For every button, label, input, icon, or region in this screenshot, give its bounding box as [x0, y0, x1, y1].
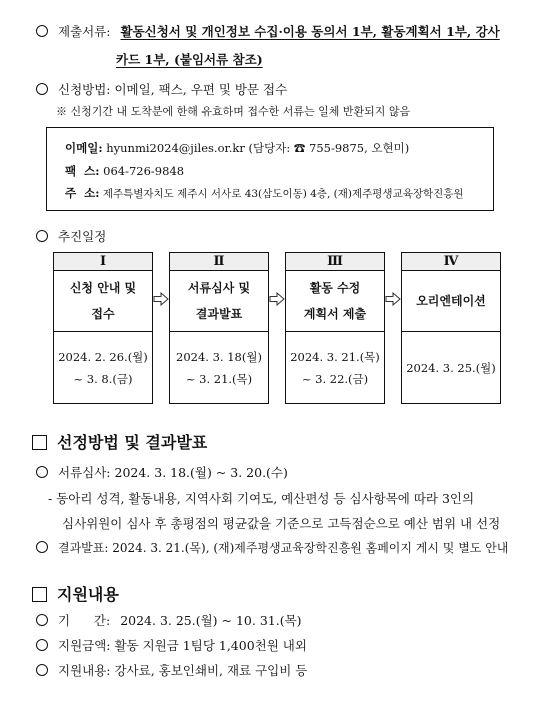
email-value: hyunmi2024@jiles.or.kr (담당자: ☎ 755-9875, 오현미) [106, 141, 410, 155]
selection-review-detail-line2: 심사위원이 심사 후 총평점의 평균값을 기준으로 고득점순으로 예산 범위 내 선정 [62, 516, 501, 531]
selection-review-detail-line1: - 동아리 성격, 활동내용, 지역사회 기여도, 예산편성 등 심사항목에 따라 3인의 [48, 491, 475, 506]
email-label: 이메일: [65, 141, 103, 155]
schedule-step [169, 252, 269, 404]
circle-bullet-icon [36, 25, 48, 37]
support-content: 지원내용: 강사료, 홍보인쇄비, 재료 구입비 등 [36, 661, 307, 679]
contact-box [46, 127, 494, 211]
selection-section-title: 선정방법 및 결과발표 [32, 430, 207, 453]
selection-review: 서류심사: 2024. 3. 18.(월) ~ 3. 20.(수) [36, 463, 288, 481]
contact-fax-line [65, 163, 184, 179]
step-title: 신청 안내 및 접수 [69, 281, 137, 321]
step-title: 오리엔테이션 [416, 294, 486, 308]
step-number: Ⅳ [402, 253, 500, 271]
circle-bullet-icon [36, 639, 48, 651]
address-value: 제주특별자치도 제주시 서사로 43(삼도이동) 4층, (재)제주평생교육장학진흥원 [102, 188, 464, 200]
circle-bullet-icon [36, 664, 48, 676]
circle-bullet-icon [36, 230, 48, 242]
circle-bullet-icon [36, 614, 48, 626]
contact-email-line [65, 140, 409, 156]
circle-bullet-icon [36, 466, 48, 478]
support-period-label: 기 간: [58, 613, 111, 628]
contact-address-line [65, 185, 464, 201]
step-date: 2024. 3. 21.(목) ~ 3. 22.(금) [286, 331, 384, 403]
circle-bullet-icon [36, 541, 48, 553]
arrow-right-icon [153, 292, 169, 306]
square-bullet-icon [32, 587, 47, 602]
support-amount: 지원금액: 활동 지원금 1팀당 1,400천원 내외 [36, 636, 307, 654]
arrow-right-icon [385, 292, 401, 306]
square-bullet-icon [32, 435, 47, 450]
support-period [36, 611, 302, 629]
address-label: 주 소: [65, 186, 100, 200]
step-title: 활동 수정 계획서 제출 [303, 281, 367, 321]
fax-value: 064-726-9848 [103, 164, 185, 178]
step-date: 2024. 3. 18(월) ~ 3. 21.(목) [170, 331, 268, 403]
method-note: ※ 신청기간 내 도착분에 한해 유효하며 접수한 서류는 일체 반환되지 않음 [56, 105, 411, 118]
method-text: 신청방법: 이메일, 팩스, 우편 및 방문 접수 [58, 82, 288, 97]
submission-item [36, 22, 500, 40]
schedule-heading: 추진일정 [58, 229, 107, 244]
submission-text-line2: 카드 1부, (붙임서류 참조) [116, 52, 263, 67]
step-title: 서류심사 및 결과발표 [187, 281, 251, 321]
arrow-right-icon [269, 292, 285, 306]
method-item [36, 80, 287, 98]
step-number: Ⅲ [286, 253, 384, 271]
schedule-item [36, 227, 106, 245]
step-number: Ⅱ [170, 253, 268, 271]
support-section-title: 지원내용 [32, 582, 119, 605]
step-date: 2024. 3. 25.(월) [402, 331, 500, 403]
submission-label: 제출서류: [58, 24, 111, 39]
step-date: 2024. 2. 26.(월) ~ 3. 8.(금) [54, 331, 152, 403]
support-period-value: 2024. 3. 25.(월) ~ 10. 31.(목) [120, 613, 302, 628]
submission-text-line1: 활동신청서 및 개인정보 수집·이용 동의서 1부, 활동계획서 1부, 강사 [120, 24, 500, 39]
selection-result: 결과발표: 2024. 3. 21.(목), (재)제주평생교육장학진흥원 홈페이지 게시 및 별도 안내 [36, 539, 508, 556]
step-number: Ⅰ [54, 253, 152, 271]
fax-label: 팩 스: [65, 164, 100, 178]
schedule-step [285, 252, 385, 404]
schedule-step [401, 252, 501, 404]
circle-bullet-icon [36, 83, 48, 95]
schedule-step [53, 252, 153, 404]
